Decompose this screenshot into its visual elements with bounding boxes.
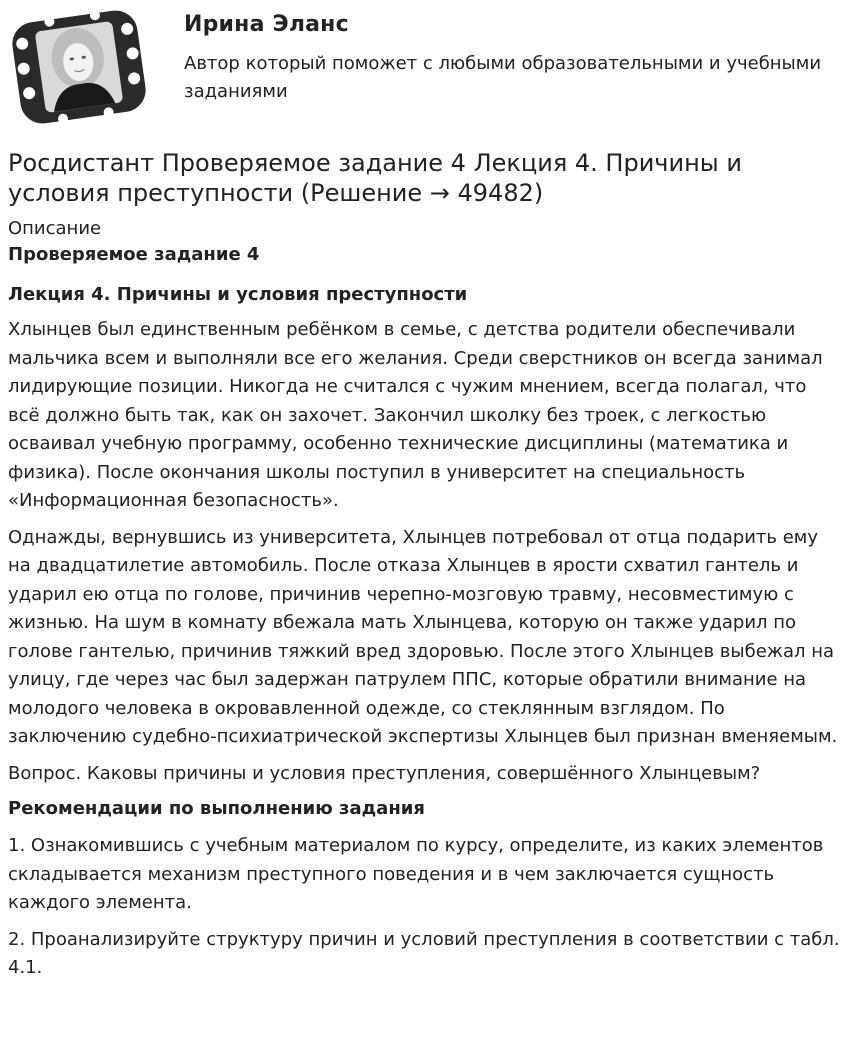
task-heading: Проверяемое задание 4 [8, 244, 260, 265]
lecture-heading: Лекция 4. Причины и условия преступности [8, 284, 468, 305]
page-title: Росдистант Проверяемое задание 4 Лекция 4. Причины и условия преступности (Решение → 49482) [8, 149, 742, 207]
recommendations-heading: Рекомендации по выполнению задания [8, 798, 425, 819]
case-paragraph: Однажды, вернувшись из университета, Хлынцев потребовал от отца подарить ему на двадцатилетие автомобиль. После отказа Хлынцев в ярости схватил гантель и ударил ею отца по голове, причинив черепно-мозговую травму, несовместимую с жизнью. На шум в комнату вбежала мать Хлынцева, которую он также ударил по голове гантелью, причинив тяжкий вред здоровью. После этого Хлынцев выбежал на улицу, где через час был задержан патрулем ППС, которые обратили внимание на молодого человека в окровавленной одежде, со стеклянным взглядом. По заключению судебно-психиатрической экспертизы Хлынцев был признан вменяемым. [8, 526, 838, 747]
recommendation-item: 2. Проанализируйте структуру причин и условий преступления в соответствии с табл. 4.1. [8, 928, 840, 978]
author-description: Автор который поможет с любыми образовательными и учебными заданиями [184, 53, 822, 102]
description-label: Описание [8, 218, 102, 239]
question-paragraph: Вопрос. Каковы причины и условия преступления, совершённого Хлынцевым? [8, 762, 761, 784]
author-name[interactable]: Ирина Эланс [184, 12, 349, 37]
author-header [0, 0, 847, 140]
recommendation-item: 1. Ознакомившись с учебным материалом по курсу, определите, из каких элементов складывается механизм преступного поведения и в чем заключается сущность каждого элемента. [8, 835, 824, 913]
document-content [8, 148, 843, 991]
author-avatar[interactable] [6, 6, 152, 128]
author-photo-film-frame-icon [6, 6, 152, 128]
case-paragraph: Хлынцев был единственным ребёнком в семье, с детства родители обеспечивали мальчика всем и выполняли все его желания. Среди сверстников он всегда занимал лидирующие позиции. Никогда не считался с чужим мнением, всегда полагал, что всё должно быть так, как он захочет. Закончил школку без троек, с легкостью осваивал учебную программу, особенно технические дисциплины (математика и физика). После окончания школы поступил в университет на специальность «Информационная безопасность». [8, 319, 823, 511]
